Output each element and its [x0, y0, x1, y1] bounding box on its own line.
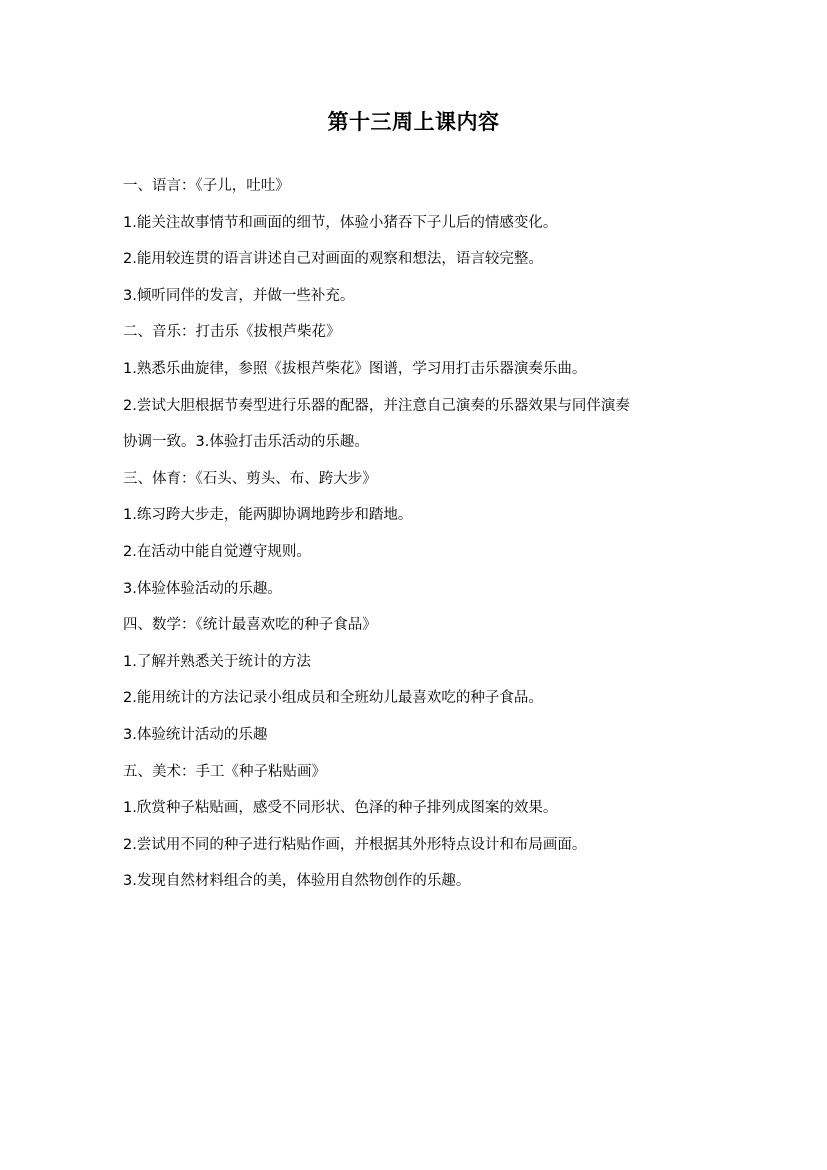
list-item: 2.能用统计的方法记录小组成员和全班幼儿最喜欢吃的种子食品。 [123, 690, 543, 707]
list-item: 3.发现自然材料组合的美，体验用自然物创作的乐趣。 [123, 873, 471, 890]
page-title: 第十三周上课内容 [327, 110, 500, 134]
list-item: 2.能用较连贯的语言讲述自己对画面的观察和想法，语言较完整。 [123, 251, 543, 268]
list-item: 2.尝试大胆根据节奏型进行乐器的配器，并注意自己演奏的乐器效果与同伴演奏 [123, 397, 630, 414]
list-item: 1.练习跨大步走，能两脚协调地跨步和踏地。 [123, 507, 413, 524]
list-item: 2.在活动中能自觉遵守规则。 [123, 543, 311, 560]
section-heading-pe: 三、体育：《石头、剪头、布、跨大步》 [123, 470, 377, 487]
list-item: 1.欣赏种子粘贴画，感受不同形状、色泽的种子排列成图案的效果。 [123, 800, 558, 817]
section-heading-language: 一、语言：《子儿，吐吐》 [123, 178, 290, 194]
list-item: 协调一致。3.体验打击乐活动的乐趣。 [123, 434, 369, 451]
list-item: 1.熟悉乐曲旋律，参照《拔根芦柴花》图谱，学习用打击乐器演奏乐曲。 [123, 360, 587, 377]
content-body [123, 168, 723, 900]
section-heading-art: 五、美术：手工《种子粘贴画》 [123, 763, 326, 780]
list-item: 1.能关注故事情节和画面的细节，体验小猪吞下子儿后的情感变化。 [123, 214, 558, 231]
section-heading-music: 二、音乐：打击乐《拔根芦柴花》 [123, 324, 341, 341]
list-item: 3.体验体验活动的乐趣。 [123, 580, 282, 597]
list-item: 3.倾听同伴的发言，并做一些补充。 [123, 287, 355, 304]
list-item: 2.尝试用不同的种子进行粘贴作画，并根据其外形特点设计和布局画面。 [123, 836, 587, 853]
list-item: 3.体验统计活动的乐趣 [123, 726, 268, 743]
list-item: 1.了解并熟悉关于统计的方法 [123, 653, 311, 670]
section-heading-math: 四、数学：《统计最喜欢吃的种子食品》 [123, 617, 377, 634]
